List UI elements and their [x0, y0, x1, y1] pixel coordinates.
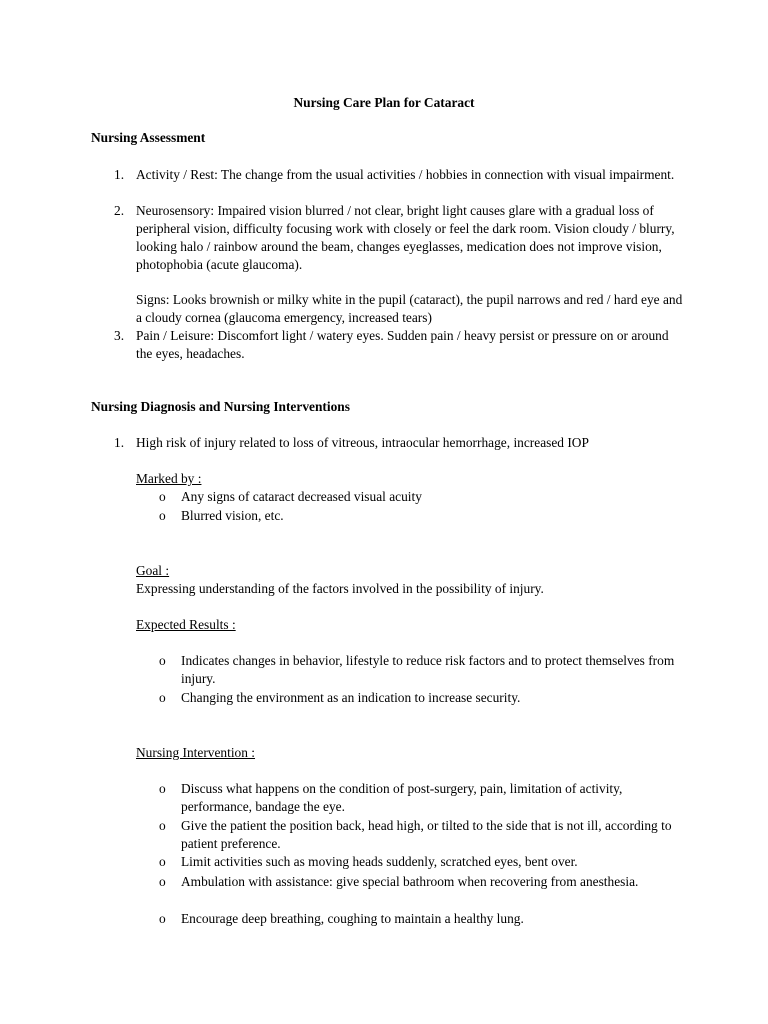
- marked-by-bullet: Blurred vision, etc.: [181, 508, 284, 523]
- intervention-bullet: Ambulation with assistance: give special bathroom when recovering from anesthesia.: [181, 874, 639, 889]
- intervention-label: Nursing Intervention :: [136, 745, 256, 760]
- assessment-item-2-text: Neurosensory: Impaired vision blurred / not clear, bright light causes glare with a gradual loss of peripheral vision, difficulty focusing work with closely or feel the dark room. Vision cloudy / blurry, looking halo / rainbow around the beam, changes eyeglasses, medication does not improve vision, photophobia (acute glaucoma).: [136, 203, 675, 272]
- marked-by-label: Marked by :: [136, 471, 202, 486]
- assessment-item-1-number: 1.: [114, 167, 125, 182]
- expected-results-label: Expected Results :: [136, 617, 236, 632]
- assessment-item-3-text: Pain / Leisure: Discomfort light / watery eyes. Sudden pain / heavy persist or pressure on or around the eyes, headaches.: [136, 328, 669, 361]
- bullet-marker: o: [159, 911, 166, 926]
- diagnosis-heading: Nursing Diagnosis and Nursing Interventions: [91, 399, 350, 414]
- bullet-marker: o: [159, 508, 166, 523]
- assessment-heading: Nursing Assessment: [91, 130, 206, 145]
- expected-result-bullet: Indicates changes in behavior, lifestyle to reduce risk factors and to protect themselves from injury.: [181, 653, 675, 686]
- document-title: Nursing Care Plan for Cataract: [293, 95, 475, 110]
- intervention-bullet: Discuss what happens on the condition of post-surgery, pain, limitation of activity, performance, bandage the eye.: [181, 781, 623, 814]
- assessment-item-2-number: 2.: [114, 203, 125, 218]
- bullet-marker: o: [159, 874, 166, 889]
- bullet-marker: o: [159, 690, 166, 705]
- expected-result-bullet: Changing the environment as an indication to increase security.: [181, 690, 521, 705]
- intervention-bullet: Give the patient the position back, head high, or tilted to the side that is not ill, according to patient preference.: [181, 818, 672, 851]
- diagnosis-item-1-text: High risk of injury related to loss of vitreous, intraocular hemorrhage, increased IOP: [136, 435, 589, 450]
- bullet-marker: o: [159, 489, 166, 504]
- bullet-marker: o: [159, 818, 166, 833]
- bullet-marker: o: [159, 653, 166, 668]
- bullet-marker: o: [159, 781, 166, 796]
- goal-label: Goal :: [136, 563, 170, 578]
- goal-text: Expressing understanding of the factors involved in the possibility of injury.: [136, 581, 544, 596]
- intervention-bullet: Limit activities such as moving heads suddenly, scratched eyes, bent over.: [181, 854, 578, 869]
- diagnosis-item-1-number: 1.: [114, 435, 125, 450]
- assessment-item-1-text: Activity / Rest: The change from the usual activities / hobbies in connection with visual impairment.: [136, 167, 675, 182]
- assessment-item-3-number: 3.: [114, 328, 125, 343]
- marked-by-bullet: Any signs of cataract decreased visual acuity: [181, 489, 422, 504]
- intervention-bullet: Encourage deep breathing, coughing to maintain a healthy lung.: [181, 911, 524, 926]
- assessment-item-2-signs: Signs: Looks brownish or milky white in the pupil (cataract), the pupil narrows and red / hard eye and a cloudy cornea (glaucoma emergency, increased tears): [136, 292, 683, 325]
- bullet-marker: o: [159, 854, 166, 869]
